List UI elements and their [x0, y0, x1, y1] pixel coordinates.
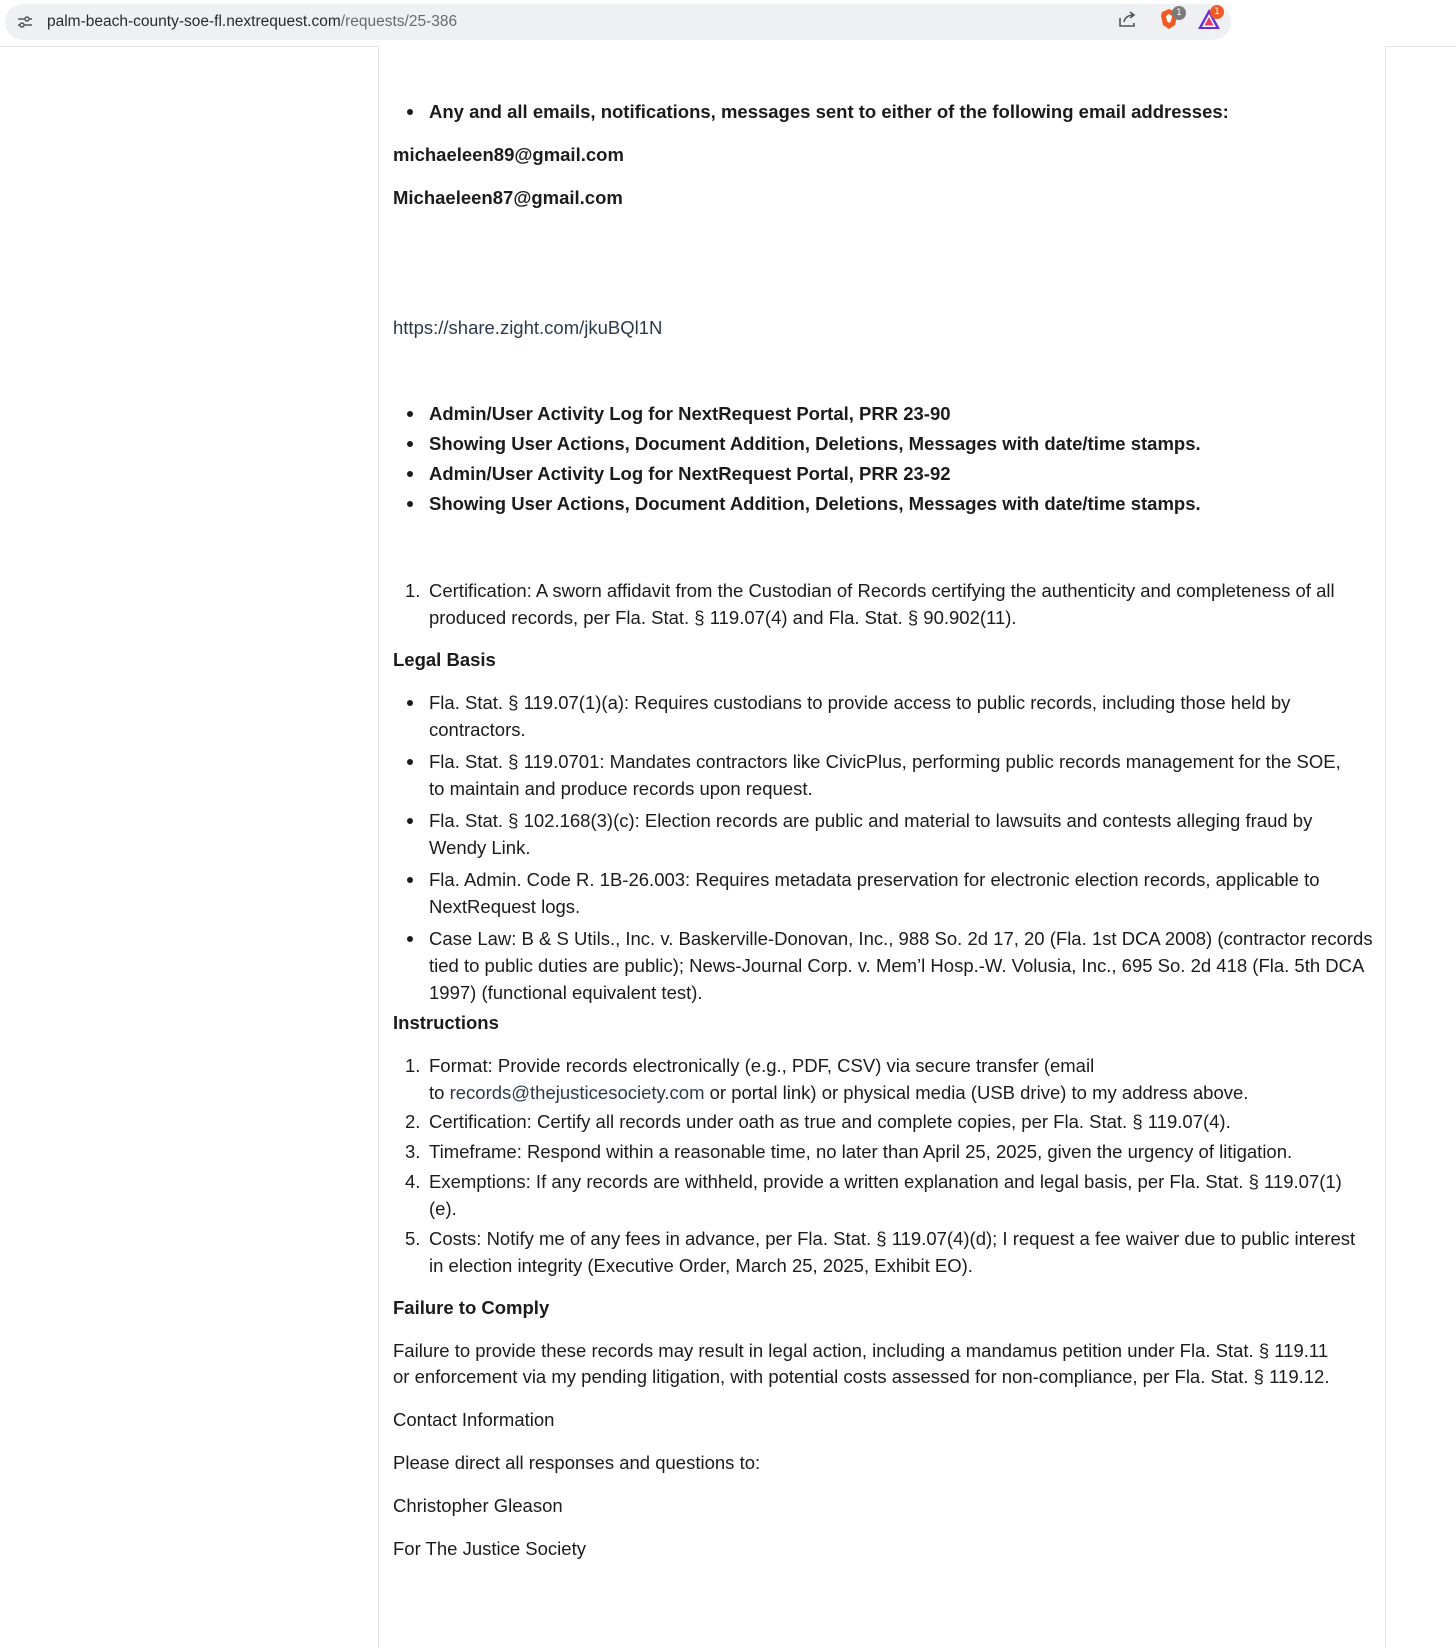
log-item: Admin/User Activity Log for NextRequest Portal, PRR 23-92: [429, 460, 1375, 487]
url-path: /requests/25-386: [340, 13, 458, 30]
url-text[interactable]: [47, 13, 457, 31]
address-bar[interactable]: [5, 4, 1231, 40]
share-icon[interactable]: [1117, 9, 1137, 29]
log-item: Admin/User Activity Log for NextRequest Portal, PRR 23-90: [429, 400, 1375, 427]
instruction-line: Exemptions: If any records are withheld, provide a written explanation and legal basis, per Fla. Stat. § 119.07(1): [429, 1171, 1342, 1192]
instruction-line: [429, 1079, 1375, 1106]
certification-line-2: produced records, per Fla. Stat. § 119.07(4) and Fla. Stat. § 90.902(11).: [429, 607, 1017, 628]
instruction-item: [405, 1168, 1375, 1222]
certification-item: [405, 577, 1375, 631]
legal-item-line: Fla. Stat. § 119.0701: Mandates contractors like CivicPlus, performing public records management for the SOE,: [429, 751, 1341, 772]
brave-rewards-badge: 1: [1210, 5, 1224, 19]
instruction-item: [405, 1138, 1375, 1165]
instruction-item: [405, 1052, 1375, 1106]
url-host: palm-beach-county-soe-fl.nextrequest.com: [47, 13, 341, 30]
failure-heading: Failure to Comply: [393, 1297, 550, 1318]
instruction-item: [405, 1108, 1375, 1135]
list-number: 2.: [405, 1111, 421, 1132]
legal-basis-heading: Legal Basis: [393, 649, 496, 670]
log-item: Showing User Actions, Document Addition, Deletions, Messages with date/time stamps.: [429, 490, 1375, 517]
legal-item-line: Case Law: B & S Utils., Inc. v. Baskerville-Donovan, Inc., 988 So. 2d 17, 20 (Fla. 1st DCA 2008) (contractor records: [429, 928, 1373, 949]
list-number: 1.: [405, 1055, 421, 1076]
legal-item-line: 1997) (functional equivalent test).: [429, 982, 703, 1003]
contact-direct: Please direct all responses and questions to:: [393, 1452, 761, 1473]
brave-shields-badge: 1: [1172, 6, 1186, 20]
legal-item-line: tied to public duties are public); News-Journal Corp. v. Mem’l Hosp.-W. Volusia, Inc., 695 So. 2d 418 (Fla. 5th DCA: [429, 955, 1365, 976]
request-description-panel: [378, 46, 1386, 1648]
browser-toolbar: [0, 0, 1456, 47]
certification-line-1: Certification: A sworn affidavit from the Custodian of Records certifying the authenticity and completeness of all: [429, 580, 1335, 601]
legal-item-line: contractors.: [429, 719, 526, 740]
instruction-text: to: [429, 1082, 450, 1103]
instruction-line: Timeframe: Respond within a reasonable time, no later than April 25, 2025, given the urgency of litigation.: [429, 1141, 1293, 1162]
emails-bullet: Any and all emails, notifications, messages sent to either of the following email addresses:: [429, 98, 1375, 125]
legal-basis-item: [429, 807, 1375, 861]
list-number: 4.: [405, 1171, 421, 1192]
log-item: Showing User Actions, Document Addition, Deletions, Messages with date/time stamps.: [429, 430, 1375, 457]
site-settings-icon[interactable]: [17, 14, 33, 30]
legal-item-line: NextRequest logs.: [429, 896, 581, 917]
instruction-line: (e).: [429, 1198, 457, 1219]
list-number: 3.: [405, 1141, 421, 1162]
legal-item-line: Fla. Admin. Code R. 1B-26.003: Requires metadata preservation for electronic election records, applicable to: [429, 869, 1320, 890]
legal-basis-item: [429, 866, 1375, 920]
records-email-link[interactable]: records@thejusticesociety.com: [449, 1082, 705, 1103]
instruction-line: Certification: Certify all records under oath as true and complete copies, per Fla. Stat. § 119.07(4).: [429, 1111, 1231, 1132]
legal-item-line: Wendy Link.: [429, 837, 531, 858]
instructions-heading: Instructions: [393, 1012, 499, 1033]
instruction-line: in election integrity (Executive Order, March 25, 2025, Exhibit EO).: [429, 1255, 973, 1276]
email-address-1: michaeleen89@gmail.com: [393, 144, 624, 165]
legal-item-line: Fla. Stat. § 102.168(3)(c): Election records are public and material to lawsuits and contests alleging fraud by: [429, 810, 1313, 831]
legal-item-line: Fla. Stat. § 119.07(1)(a): Requires custodians to provide access to public records, including those held by: [429, 692, 1291, 713]
list-number: 1.: [405, 580, 421, 601]
instruction-line: Costs: Notify me of any fees in advance, per Fla. Stat. § 119.07(4)(d); I request a fee waiver due to public interest: [429, 1228, 1356, 1249]
instruction-line: Format: Provide records electronically (e.g., PDF, CSV) via secure transfer (email: [429, 1055, 1095, 1076]
list-number: 5.: [405, 1228, 421, 1249]
instruction-item: [405, 1225, 1375, 1279]
instruction-text: or portal link) or physical media (USB drive) to my address above.: [704, 1082, 1249, 1103]
failure-text-line-2: or enforcement via my pending litigation, with potential costs assessed for non-compliance, per Fla. Stat. § 119.12.: [393, 1366, 1330, 1387]
failure-text-line-1: Failure to provide these records may result in legal action, including a mandamus petition under Fla. Stat. § 119.11: [393, 1340, 1329, 1361]
contact-heading: Contact Information: [393, 1409, 555, 1430]
share-link[interactable]: https://share.zight.com/jkuBQl1N: [393, 317, 663, 338]
email-address-2: Michaeleen87@gmail.com: [393, 187, 623, 208]
legal-basis-item: [429, 689, 1375, 743]
legal-item-line: to maintain and produce records upon request.: [429, 778, 813, 799]
legal-basis-item: [429, 748, 1375, 802]
contact-name: Christopher Gleason: [393, 1495, 563, 1516]
contact-organization: For The Justice Society: [393, 1538, 586, 1559]
legal-basis-item: [429, 925, 1375, 1006]
